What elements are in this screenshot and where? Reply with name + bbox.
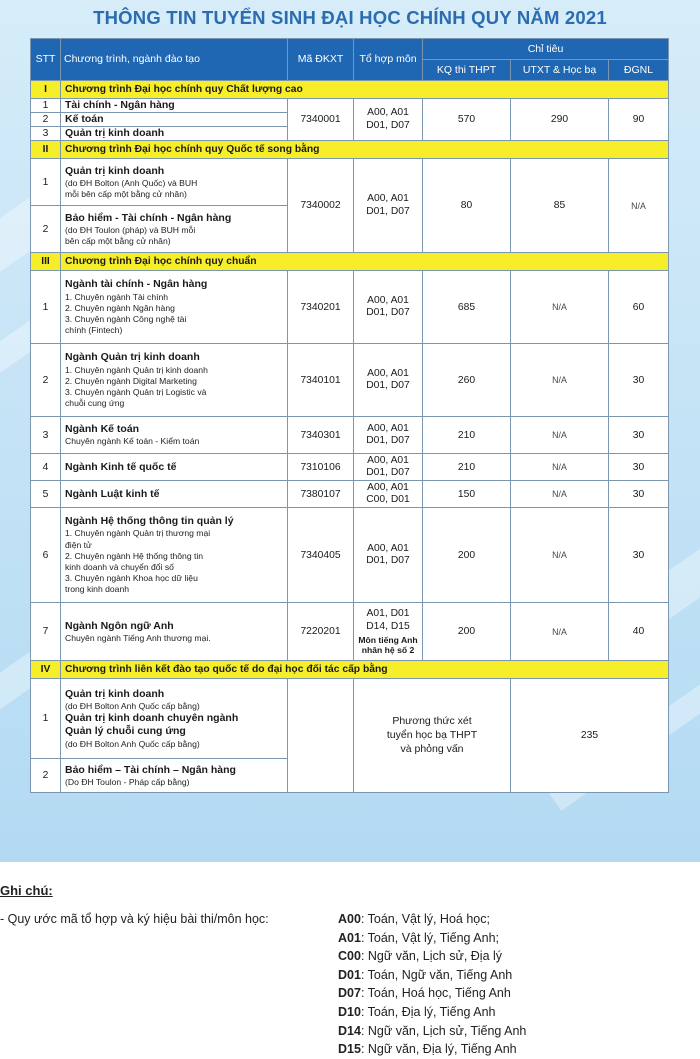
program-specialization: điện tử xyxy=(65,539,92,550)
table-row xyxy=(31,344,669,417)
quota-utxt: N/A xyxy=(511,508,609,603)
subject-combo: A00, A01 D01, D07 xyxy=(354,159,423,253)
table-row xyxy=(31,603,669,661)
subject-combo: A00, A01 D01, D07 xyxy=(354,508,423,603)
section-number: I xyxy=(31,81,61,99)
header-dgnl: ĐGNL xyxy=(609,60,669,81)
empty-code-cell xyxy=(288,679,354,793)
subject-code-item xyxy=(338,1003,526,1022)
header-combo: Tổ hợp môn xyxy=(354,39,423,81)
program-code: 7310106 xyxy=(288,454,354,481)
program-note: (do ĐH Bolton Anh Quốc cấp bằng) xyxy=(65,738,200,749)
subject-code-desc: : Toán, Ngữ văn, Tiếng Anh xyxy=(360,967,513,982)
quota-dgnl: 30 xyxy=(609,508,669,603)
program-note: (Do ĐH Toulon - Pháp cấp bằng) xyxy=(65,776,190,787)
program-name: Ngành Hệ thống thông tin quản lý xyxy=(65,515,234,528)
program-cell xyxy=(61,508,288,603)
program-name: Quản trị kinh doanh xyxy=(65,688,165,701)
quota-utxt: N/A xyxy=(511,344,609,417)
program-specialization: kinh doanh và chuyển đổi số xyxy=(65,561,174,572)
subject-code-list xyxy=(338,910,526,1059)
quota-kq: 80 xyxy=(423,159,511,253)
program-name: Ngành Quản trị kinh doanh xyxy=(65,351,200,364)
notes-description: - Quy ước mã tổ hợp và ký hiệu bài thi/môn học: xyxy=(0,912,269,926)
table-row xyxy=(31,481,669,508)
program-name: Bảo hiểm - Tài chính - Ngân hàng xyxy=(65,211,232,224)
subject-code-item xyxy=(338,929,526,948)
program-cell xyxy=(61,679,288,759)
table-row xyxy=(31,508,669,603)
program-name: Quản trị kinh doanh chuyên ngành xyxy=(65,712,239,725)
subject-code-item xyxy=(338,910,526,929)
subject-code-item xyxy=(338,1022,526,1041)
section-row xyxy=(31,253,669,271)
quota-dgnl: 30 xyxy=(609,454,669,481)
program-specialization: 1. Chuyên ngành Quản trị thương mại xyxy=(65,528,211,539)
program-name: Tài chính - Ngân hàng xyxy=(61,99,288,113)
program-cell xyxy=(61,603,288,661)
subject-code: D01 xyxy=(338,967,361,982)
subject-combo: A00, A01 D01, D07 xyxy=(354,99,423,141)
header-kq: KQ thi THPT xyxy=(423,60,511,81)
program-specialization: 1. Chuyên ngành Quản trị kinh doanh xyxy=(65,364,208,375)
program-code: 7340002 xyxy=(288,159,354,253)
quota-total: 235 xyxy=(511,679,669,793)
program-specialization: chuỗi cung ứng xyxy=(65,398,125,409)
program-name: Ngành tài chính - Ngân hàng xyxy=(65,278,208,291)
quota-utxt: N/A xyxy=(511,417,609,454)
header-code: Mã ĐKXT xyxy=(288,39,354,81)
subject-code: D07 xyxy=(338,986,361,1001)
program-cell xyxy=(61,271,288,344)
quota-kq: 200 xyxy=(423,508,511,603)
section-title: Chương trình Đại học chính quy Chất lượng cao xyxy=(61,81,669,99)
table-row xyxy=(31,417,669,454)
quota-utxt: 290 xyxy=(511,99,609,141)
program-specialization: 3. Chuyên ngành Quản trị Logistic và xyxy=(65,386,207,397)
subject-code: C00 xyxy=(338,949,361,964)
row-stt: 3 xyxy=(31,127,61,141)
subject-code: A01 xyxy=(338,930,361,945)
quota-utxt: N/A xyxy=(511,454,609,481)
section-row xyxy=(31,141,669,159)
program-specialization: chính (Fintech) xyxy=(65,325,123,336)
row-stt: 3 xyxy=(31,417,61,454)
header-quota: Chỉ tiêu xyxy=(423,39,669,60)
section-row xyxy=(31,661,669,679)
program-cell xyxy=(61,481,288,508)
program-specialization: 2. Chuyên ngành Ngân hàng xyxy=(65,302,175,313)
row-stt: 1 xyxy=(31,271,61,344)
program-name: Quản lý chuỗi cung ứng xyxy=(65,725,186,738)
subject-code-item xyxy=(338,1040,526,1059)
subject-code: A00 xyxy=(338,912,361,926)
program-specialization: 3. Chuyên ngành Công nghệ tài xyxy=(65,313,187,324)
quota-kq: 150 xyxy=(423,481,511,508)
program-note: (do ĐH Bolton (Anh Quốc) và BUH xyxy=(65,177,198,188)
subject-code: D10 xyxy=(338,1004,361,1019)
page-title: THÔNG TIN TUYỂN SINH ĐẠI HỌC CHÍNH QUY NĂM 2021 xyxy=(93,7,607,28)
program-specialization: 1. Chuyên ngành Tài chính xyxy=(65,291,169,302)
quota-dgnl: 60 xyxy=(609,271,669,344)
subject-combo: A01, D01 D14, D15 Môn tiếng Anh nhân hệ số 2 xyxy=(354,603,423,661)
admission-table xyxy=(30,38,669,793)
program-cell xyxy=(61,206,288,253)
section-title: Chương trình Đại học chính quy chuẩn xyxy=(61,253,669,271)
header-program: Chương trình, ngành đào tạo xyxy=(61,39,288,81)
quota-dgnl: 90 xyxy=(609,99,669,141)
quota-kq: 210 xyxy=(423,417,511,454)
subject-combo: A00, A01 D01, D07 xyxy=(354,417,423,454)
program-code: 7340405 xyxy=(288,508,354,603)
subject-code-desc: : Ngữ văn, Lịch sử, Địa lý xyxy=(360,949,503,964)
subject-code-desc: : Ngữ văn, Địa lý, Tiếng Anh xyxy=(360,1042,517,1057)
quota-kq: 200 xyxy=(423,603,511,661)
quota-kq: 210 xyxy=(423,454,511,481)
program-code: 7340201 xyxy=(288,271,354,344)
row-stt: 1 xyxy=(31,99,61,113)
table-row xyxy=(31,159,669,206)
quota-utxt: N/A xyxy=(511,271,609,344)
program-specialization: Chuyên ngành Kế toán - Kiểm toán xyxy=(65,436,200,447)
program-note: mỗi bên cấp một bằng cử nhân) xyxy=(65,188,187,199)
program-name: Ngành Kinh tế quốc tế xyxy=(65,460,177,473)
row-stt: 1 xyxy=(31,159,61,206)
program-cell xyxy=(61,454,288,481)
section-number: II xyxy=(31,141,61,159)
subject-code-desc: : Toán, Vật lý, Hoá học; xyxy=(360,912,490,926)
row-stt: 2 xyxy=(31,113,61,127)
header-utxt: UTXT & Học bạ xyxy=(511,60,609,81)
program-cell xyxy=(61,159,288,206)
quota-utxt: N/A xyxy=(511,481,609,508)
row-stt: 7 xyxy=(31,603,61,661)
program-cell xyxy=(61,344,288,417)
subject-code-desc: : Toán, Vật lý, Tiếng Anh; xyxy=(360,930,499,945)
quota-kq: 260 xyxy=(423,344,511,417)
row-stt: 6 xyxy=(31,508,61,603)
program-note: bên cấp một bằng cử nhân) xyxy=(65,235,171,246)
row-stt: 2 xyxy=(31,759,61,793)
program-name: Quản trị kinh doanh xyxy=(65,164,165,177)
subject-code: D14 xyxy=(338,1023,361,1038)
program-name: Bảo hiểm – Tài chính – Ngân hàng xyxy=(65,763,236,776)
section-number: IV xyxy=(31,661,61,679)
subject-code-item xyxy=(338,984,526,1003)
program-note: (do ĐH Bolton Anh Quốc cấp bằng) xyxy=(65,701,200,712)
program-name: Kế toán xyxy=(61,113,288,127)
section-number: III xyxy=(31,253,61,271)
section-row xyxy=(31,81,669,99)
row-stt: 1 xyxy=(31,679,61,759)
subject-code-item xyxy=(338,947,526,966)
subject-code-desc: : Toán, Hoá học, Tiếng Anh xyxy=(360,986,511,1001)
admission-method: Phương thức xét tuyển học bạ THPT và phỏng vấn xyxy=(354,679,511,793)
program-name: Ngành Kế toán xyxy=(65,423,140,436)
program-specialization: 2. Chuyên ngành Hệ thống thông tin xyxy=(65,550,204,561)
program-code: 7340301 xyxy=(288,417,354,454)
quota-utxt: 85 xyxy=(511,159,609,253)
quota-dgnl: 40 xyxy=(609,603,669,661)
subject-code: D15 xyxy=(338,1042,361,1057)
program-name: Ngành Luật kinh tế xyxy=(65,487,160,500)
subject-combo: A00, A01 D01, D07 xyxy=(354,454,423,481)
notes-title: Ghi chú: xyxy=(0,883,53,898)
program-specialization: 2. Chuyên ngành Digital Marketing xyxy=(65,375,197,386)
program-specialization: Chuyên ngành Tiếng Anh thương mại. xyxy=(65,632,211,643)
header-stt: STT xyxy=(31,39,61,81)
table-row xyxy=(31,454,669,481)
table-row xyxy=(31,99,669,113)
standard-program-rows xyxy=(31,271,669,661)
row-stt: 4 xyxy=(31,454,61,481)
quota-kq: 685 xyxy=(423,271,511,344)
table-row xyxy=(31,679,669,759)
program-code: 7340001 xyxy=(288,99,354,141)
quota-dgnl: 30 xyxy=(609,481,669,508)
table-row xyxy=(31,271,669,344)
program-code: 7220201 xyxy=(288,603,354,661)
quota-dgnl: 30 xyxy=(609,417,669,454)
subject-code-desc: : Toán, Địa lý, Tiếng Anh xyxy=(360,1004,496,1019)
program-cell xyxy=(61,759,288,793)
program-code: 7380107 xyxy=(288,481,354,508)
quota-kq: 570 xyxy=(423,99,511,141)
program-specialization: trong kinh doanh xyxy=(65,584,130,595)
row-stt: 5 xyxy=(31,481,61,508)
section-title: Chương trình Đại học chính quy Quốc tế song bằng xyxy=(61,141,669,159)
quota-dgnl: 30 xyxy=(609,344,669,417)
program-name: Quản trị kinh doanh xyxy=(61,127,288,141)
row-stt: 2 xyxy=(31,206,61,253)
section-title: Chương trình liên kết đào tạo quốc tế do đại học đối tác cấp bằng xyxy=(61,661,669,679)
program-code: 7340101 xyxy=(288,344,354,417)
subject-combo: A00, A01 C00, D01 xyxy=(354,481,423,508)
subject-combo: A00, A01 D01, D07 xyxy=(354,344,423,417)
quota-utxt: N/A xyxy=(511,603,609,661)
program-name: Ngành Ngôn ngữ Anh xyxy=(65,619,174,632)
program-cell xyxy=(61,417,288,454)
subject-code-item xyxy=(338,966,526,985)
subject-combo: A00, A01 D01, D07 xyxy=(354,271,423,344)
quota-dgnl: N/A xyxy=(609,159,669,253)
program-note: (do ĐH Toulon (pháp) và BUH mỗi xyxy=(65,224,196,235)
subject-code-desc: : Ngữ văn, Lịch sử, Tiếng Anh xyxy=(360,1023,527,1038)
program-specialization: 3. Chuyên ngành Khoa học dữ liệu xyxy=(65,573,198,584)
row-stt: 2 xyxy=(31,344,61,417)
